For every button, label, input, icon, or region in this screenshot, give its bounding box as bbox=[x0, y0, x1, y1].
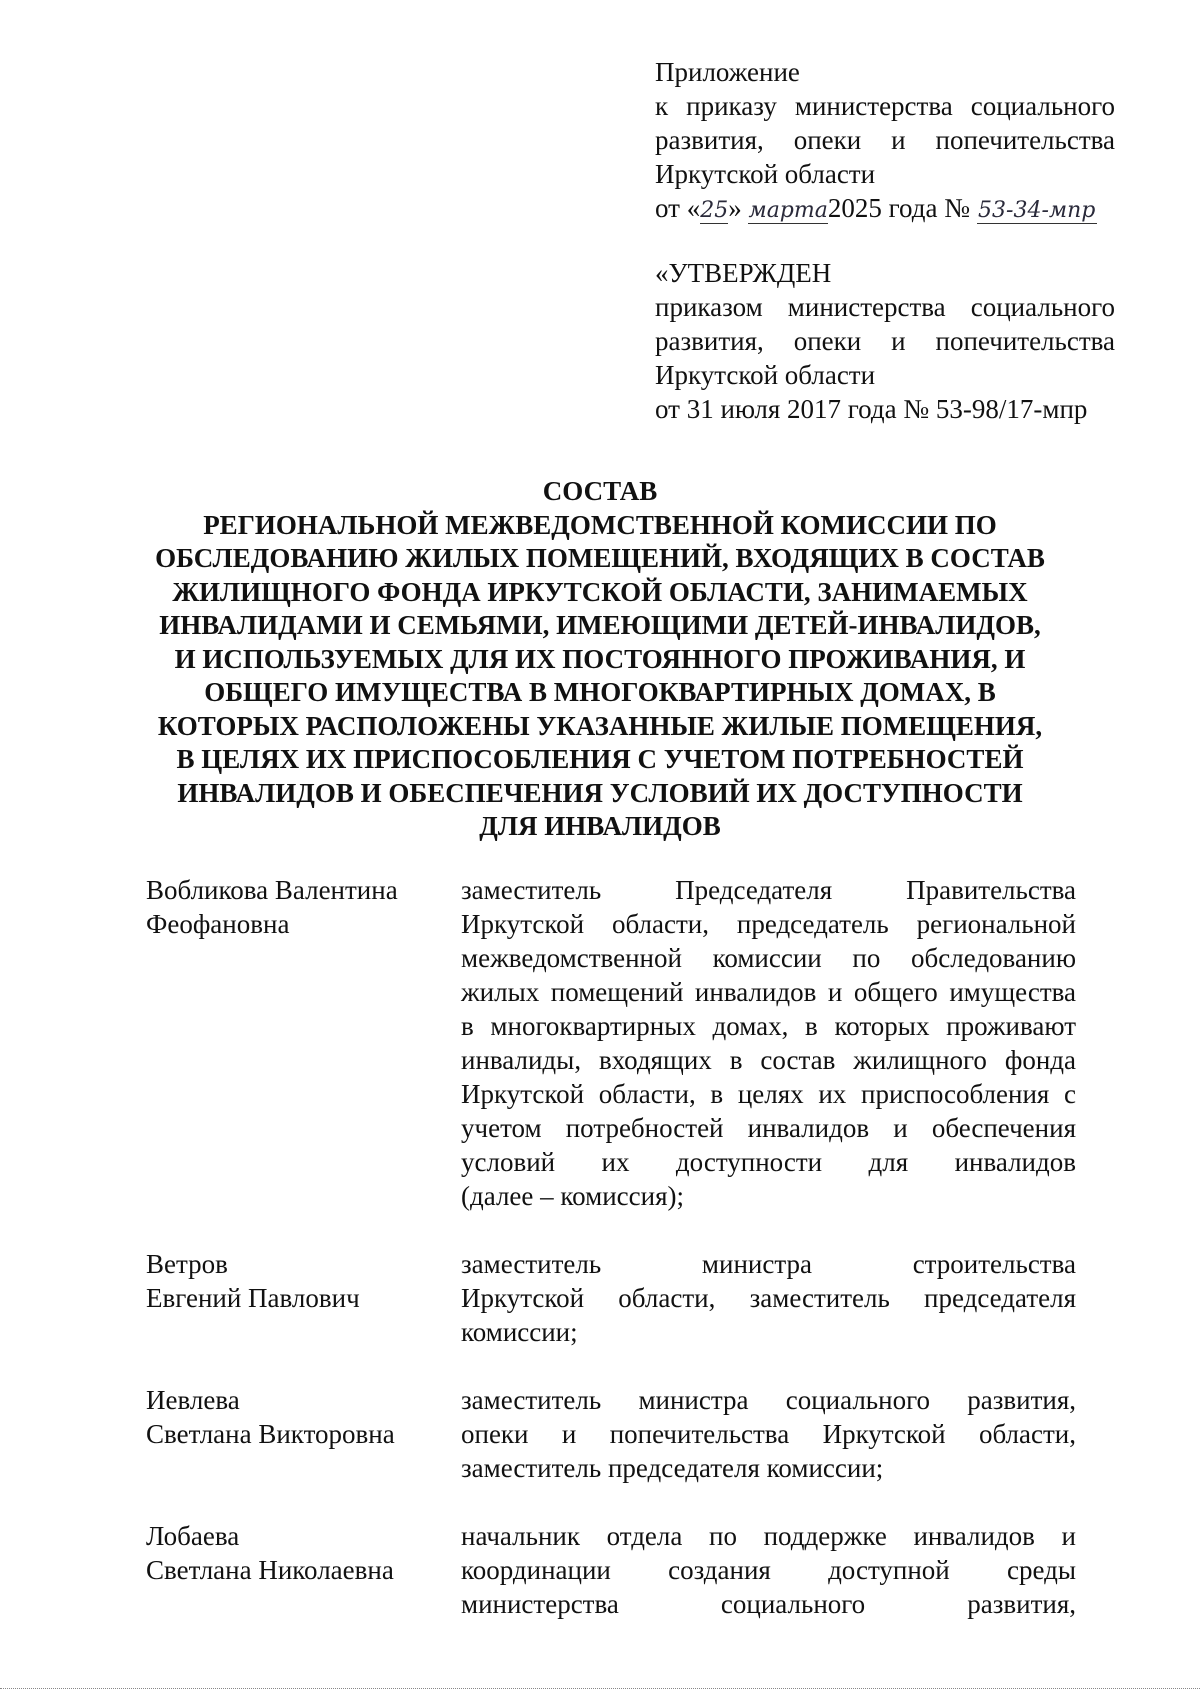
title-line: КОТОРЫХ РАСПОЛОЖЕНЫ УКАЗАННЫЕ ЖИЛЫЕ ПОМЕЩЕНИЯ, bbox=[157, 710, 1043, 741]
member-role-line: межведомственной комиссии по обследованию bbox=[461, 943, 1076, 973]
member-role-line: опеки и попечительства Иркутской области, bbox=[461, 1419, 1076, 1449]
member-role-line: учетом потребностей инвалидов и обеспечения bbox=[461, 1113, 1076, 1143]
approved-block bbox=[655, 256, 1115, 426]
member-entry bbox=[146, 1519, 1076, 1621]
title-line: ИНВАЛИДОВ И ОБЕСПЕЧЕНИЯ УСЛОВИЙ ИХ ДОСТУПНОСТИ bbox=[177, 777, 1023, 808]
member-role-line: заместитель министра строительства bbox=[461, 1249, 1076, 1279]
member-name-line: Феофановна bbox=[146, 909, 290, 939]
member-role-line: жилых помещений инвалидов и общего имущества bbox=[461, 977, 1076, 1007]
scan-edge-divider bbox=[0, 1688, 1200, 1689]
member-name-line: Светлана Викторовна bbox=[146, 1419, 395, 1449]
approved-line: развития, опеки и попечительства bbox=[655, 326, 1115, 356]
member-role-line: условий их доступности для инвалидов bbox=[461, 1147, 1076, 1177]
date-prefix: от « bbox=[655, 193, 701, 223]
appendix-line: развития, опеки и попечительства bbox=[655, 125, 1115, 155]
title-line: ОБЩЕГО ИМУЩЕСТВА В МНОГОКВАРТИРНЫХ ДОМАХ, В bbox=[204, 677, 996, 707]
member-name bbox=[146, 873, 436, 941]
title-line: РЕГИОНАЛЬНОЙ МЕЖВЕДОМСТВЕННОЙ КОМИССИИ ПО bbox=[203, 509, 997, 540]
member-role-line: координации создания доступной среды bbox=[461, 1555, 1076, 1585]
member-name-line: Ветров bbox=[146, 1249, 228, 1279]
member-role-line: Иркутской области, в целях их приспособления с bbox=[461, 1079, 1076, 1109]
member-role-line: в многоквартирных домах, в которых проживают bbox=[461, 1011, 1076, 1041]
member-list bbox=[146, 873, 1076, 1621]
title-line: В ЦЕЛЯХ ИХ ПРИСПОСОБЛЕНИЯ С УЧЕТОМ ПОТРЕБНОСТЕЙ bbox=[176, 744, 1024, 774]
member-name-line: Вобликова Валентина bbox=[146, 875, 398, 905]
appendix-heading: Приложение bbox=[655, 57, 800, 87]
appendix-line: к приказу министерства социального bbox=[655, 91, 1115, 121]
member-name bbox=[146, 1383, 436, 1451]
title-line: ОБСЛЕДОВАНИЮ ЖИЛЫХ ПОМЕЩЕНИЙ, ВХОДЯЩИХ В СОСТАВ bbox=[155, 543, 1045, 573]
member-entry bbox=[146, 873, 1076, 1213]
title-line: СОСТАВ bbox=[542, 476, 658, 506]
member-name-line: Лобаева bbox=[146, 1521, 240, 1551]
member-role-line: заместитель министра социального развития, bbox=[461, 1385, 1076, 1415]
title-line: ДЛЯ ИНВАЛИДОВ bbox=[479, 811, 721, 841]
approved-heading: «УТВЕРЖДЕН bbox=[655, 258, 832, 288]
title-line: ИНВАЛИДАМИ И СЕМЬЯМИ, ИМЕЮЩИМИ ДЕТЕЙ-ИНВАЛИДОВ, bbox=[159, 610, 1041, 640]
member-role-line: Иркутской области, председатель региональной bbox=[461, 909, 1076, 939]
member-role bbox=[461, 873, 1076, 1213]
member-name bbox=[146, 1519, 436, 1587]
member-name-line: Иевлева bbox=[146, 1385, 240, 1415]
date-mid: » bbox=[728, 193, 749, 223]
title-line: И ИСПОЛЬЗУЕМЫХ ДЛЯ ИХ ПОСТОЯННОГО ПРОЖИВАНИЯ, И bbox=[174, 643, 1026, 674]
document-title bbox=[130, 475, 1070, 844]
member-role-line: инвалиды, входящих в состав жилищного фонда bbox=[461, 1045, 1076, 1075]
approved-line: приказом министерства социального bbox=[655, 292, 1115, 322]
member-name bbox=[146, 1247, 436, 1315]
member-role-line: министерства социального развития, bbox=[461, 1589, 1076, 1619]
handwritten-day: 25 bbox=[700, 198, 729, 223]
member-entry bbox=[146, 1247, 1076, 1349]
member-role bbox=[461, 1383, 1076, 1485]
member-role-line: начальник отдела по поддержке инвалидов и bbox=[461, 1521, 1076, 1551]
member-name-line: Евгений Павлович bbox=[146, 1283, 360, 1313]
member-name-line: Светлана Николаевна bbox=[146, 1555, 394, 1585]
handwritten-month: марта bbox=[748, 198, 828, 223]
approved-line: Иркутской области bbox=[655, 360, 876, 390]
appendix-line: Иркутской области bbox=[655, 159, 876, 189]
handwritten-order-number: 53-34-мпр bbox=[978, 198, 1096, 223]
date-year: 2025 года № bbox=[827, 193, 977, 223]
member-role bbox=[461, 1519, 1076, 1621]
member-role-line: заместитель Председателя Правительства bbox=[461, 875, 1076, 905]
approved-line: от 31 июля 2017 года № 53-98/17-мпр bbox=[655, 394, 1088, 424]
member-role-line: (далее – комиссия); bbox=[461, 1181, 684, 1211]
member-role-line: комиссии; bbox=[461, 1317, 578, 1347]
title-line: ЖИЛИЩНОГО ФОНДА ИРКУТСКОЙ ОБЛАСТИ, ЗАНИМАЕМЫХ bbox=[172, 576, 1028, 607]
appendix-block bbox=[655, 55, 1115, 225]
member-entry bbox=[146, 1383, 1076, 1485]
member-role-line: заместитель председателя комиссии; bbox=[461, 1453, 884, 1483]
member-role-line: Иркутской области, заместитель председателя bbox=[461, 1283, 1076, 1313]
appendix-date-line bbox=[655, 191, 1115, 225]
member-role bbox=[461, 1247, 1076, 1349]
